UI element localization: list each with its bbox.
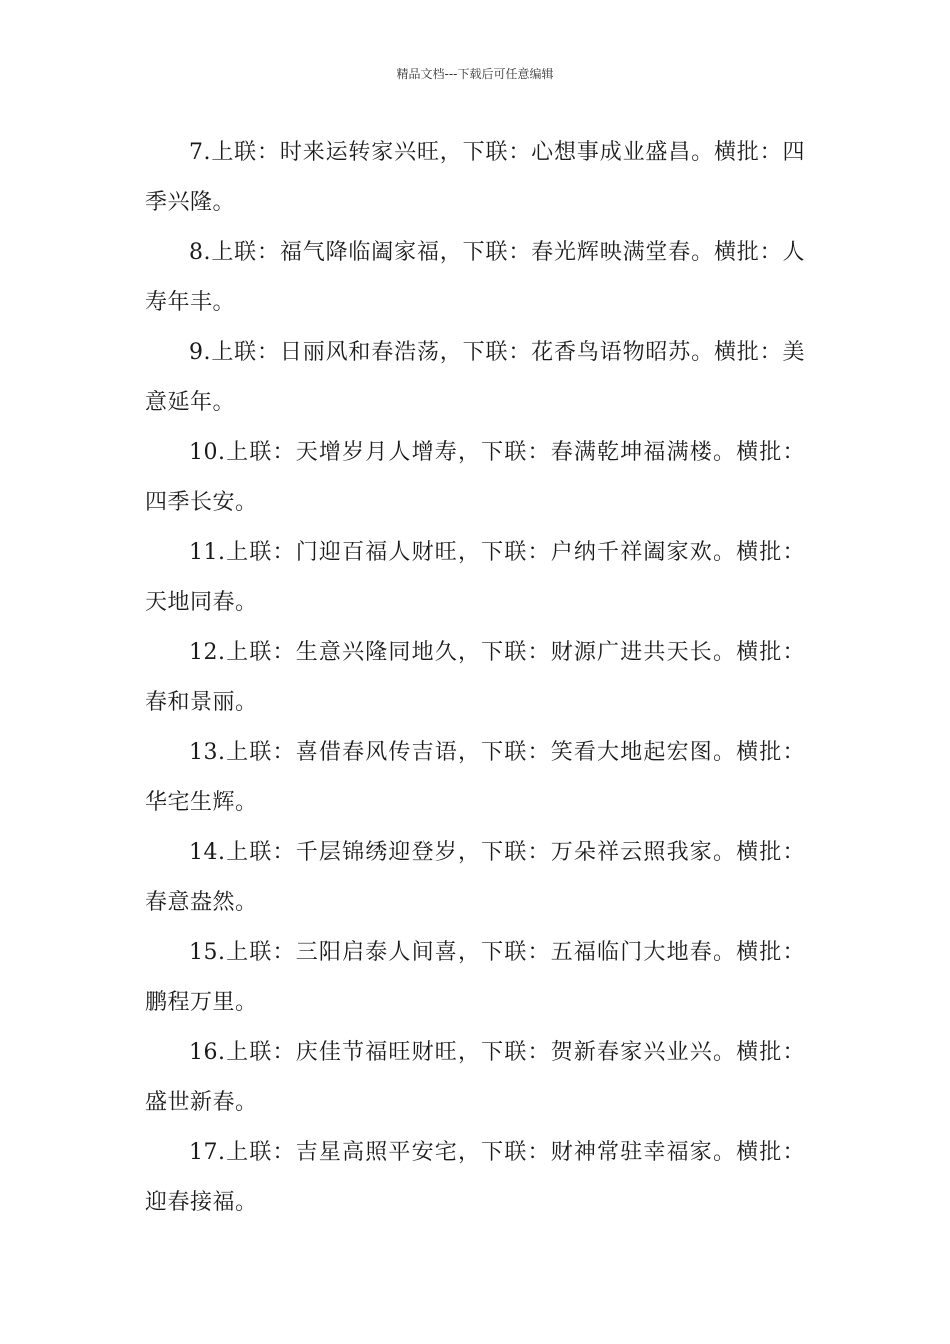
couplet-entry-11: 11.上联：门迎百福人财旺，下联：户纳千祥阖家欢。横批：天地同春。 [145,540,805,615]
couplet-entry-8: 8.上联：福气降临阖家福，下联：春光辉映满堂春。横批：人寿年丰。 [145,240,805,315]
page-header: 精品文档---下载后可任意编辑 [396,67,554,81]
couplet-entry-9: 9.上联：日丽风和春浩荡，下联：花香鸟语物昭苏。横批：美意延年。 [145,340,805,415]
document-body [145,128,805,1228]
couplet-entry-12: 12.上联：生意兴隆同地久，下联：财源广进共天长。横批：春和景丽。 [145,640,805,715]
couplet-entry-14: 14.上联：千层锦绣迎登岁，下联：万朵祥云照我家。横批：春意盎然。 [145,840,805,915]
couplet-entry-10: 10.上联：天增岁月人增寿，下联：春满乾坤福满楼。横批：四季长安。 [145,440,805,515]
couplet-entry-17: 17.上联：吉星高照平安宅，下联：财神常驻幸福家。横批：迎春接福。 [145,1140,805,1215]
couplet-entry-15: 15.上联：三阳启泰人间喜，下联：五福临门大地春。横批：鹏程万里。 [145,940,805,1015]
couplet-entry-7: 7.上联：时来运转家兴旺，下联：心想事成业盛昌。横批：四季兴隆。 [145,140,805,215]
couplet-entry-13: 13.上联：喜借春风传吉语，下联：笑看大地起宏图。横批：华宅生辉。 [145,740,805,815]
couplet-entry-16: 16.上联：庆佳节福旺财旺，下联：贺新春家兴业兴。横批：盛世新春。 [145,1040,805,1115]
